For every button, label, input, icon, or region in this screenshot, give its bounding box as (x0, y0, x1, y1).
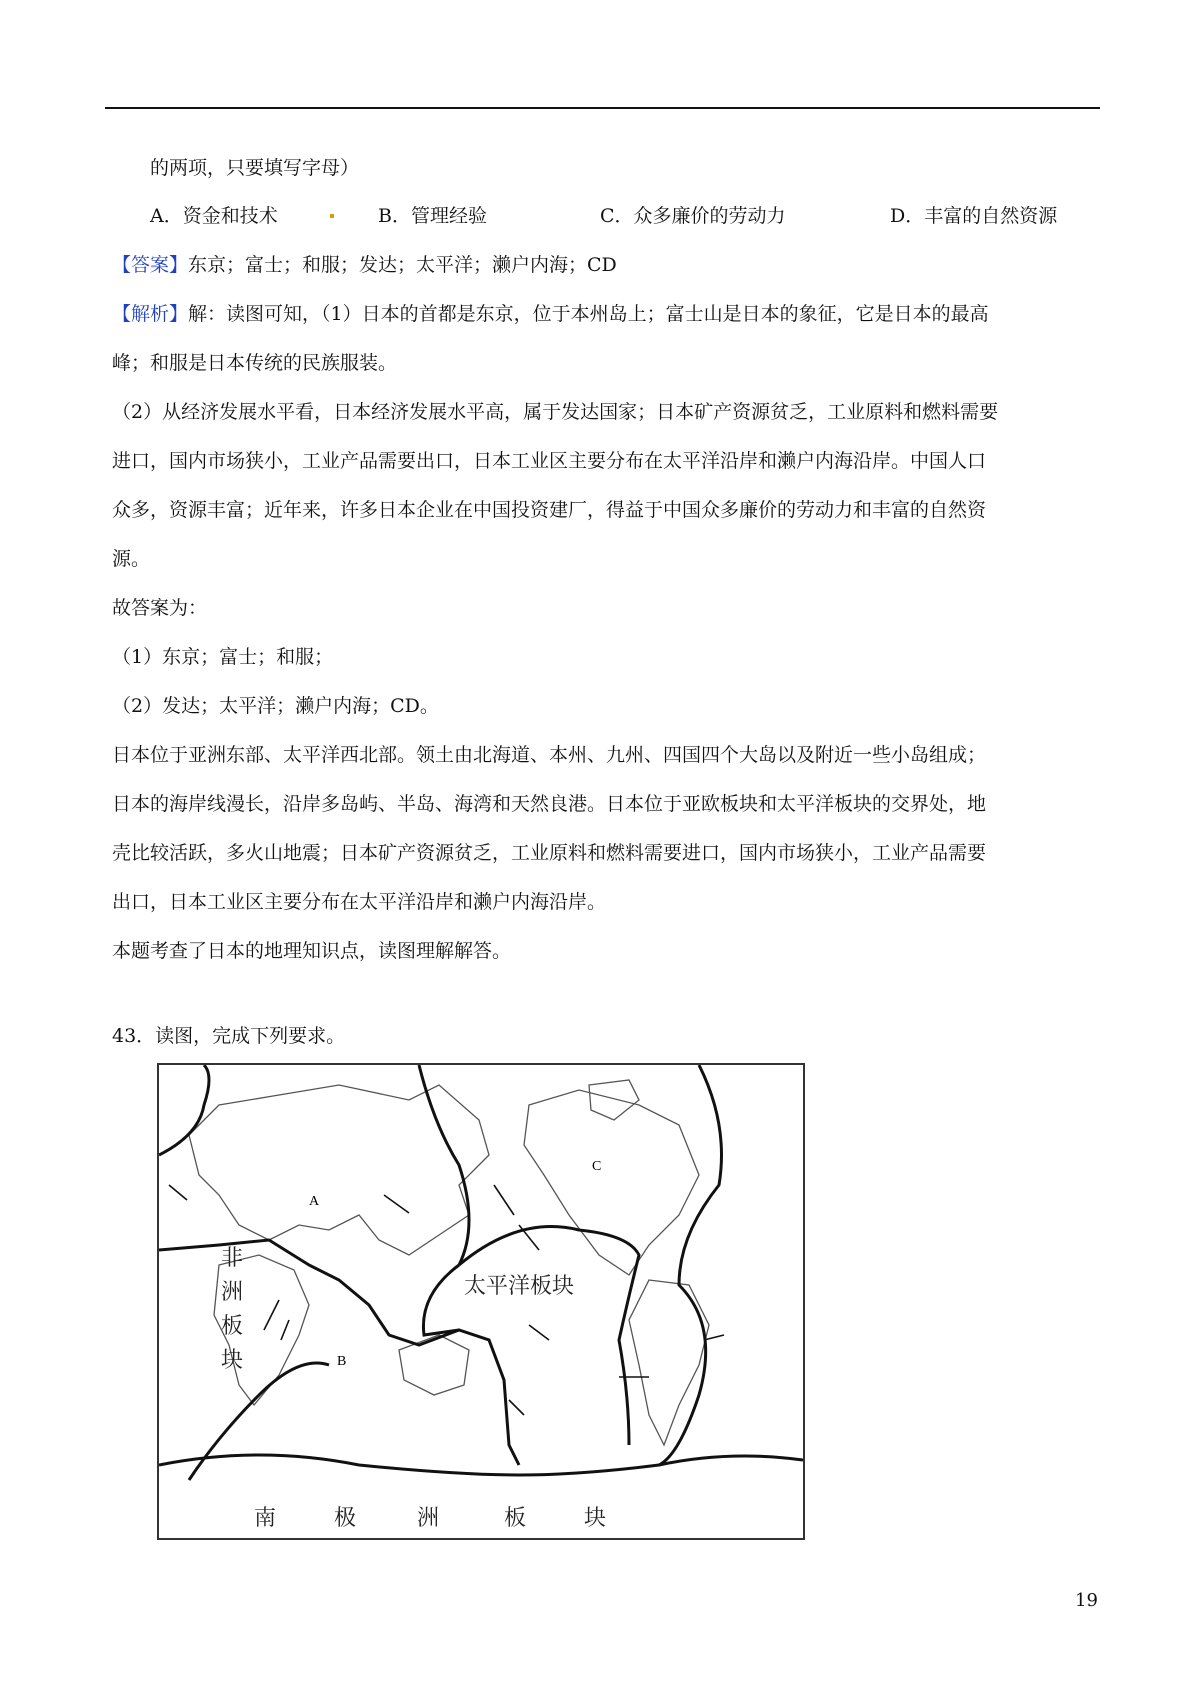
answer-line (112, 253, 617, 277)
boundary-africa-south (189, 1363, 329, 1480)
antarctic-label-2: 极 (334, 1506, 357, 1531)
paragraph-2-line-4: 源。 (112, 548, 151, 570)
africa-label-3: 板 (221, 1314, 244, 1339)
question-43: 43．读图，完成下列要求。 (112, 1025, 346, 1047)
analysis-tag: 【解析】 (112, 303, 189, 325)
paragraph-2-line-1: （2）从经济发展水平看，日本经济发展水平高，属于发达国家；日本矿产资源贫乏，工业原料和燃料需要 (112, 401, 999, 423)
plate-map (157, 1063, 805, 1540)
antarctic-label-4: 板 (504, 1506, 527, 1531)
option-d: D．丰富的自然资源 (890, 205, 1058, 227)
info-line-1: 日本位于亚洲东部、太平洋西北部。领土由北海道、本州、九州、四国四个大岛以及附近一些小岛组成； (112, 744, 987, 766)
boundary-east (659, 1065, 722, 1465)
north-america-outline (524, 1090, 699, 1275)
paragraph-2-line-2: 进口，国内市场狭小，工业产品需要出口，日本工业区主要分布在太平洋沿岸和濑户内海沿岸。中国人口 (112, 450, 987, 472)
header-rule (105, 107, 1100, 109)
paragraph-2-line-3: 众多，资源丰富；近年来，许多日本企业在中国投资建厂，得益于中国众多廉价的劳动力和丰富的自然资 (112, 499, 987, 521)
greenland-outline (589, 1080, 639, 1120)
arrow-2 (384, 1195, 409, 1213)
arrow-6 (529, 1325, 549, 1340)
arrow-9 (704, 1335, 724, 1340)
final-answer-label: 故答案为： (112, 597, 208, 619)
antarctic-label-1: 南 (254, 1506, 277, 1531)
answer-tag: 【答案】 (112, 254, 189, 276)
arrow-10 (281, 1320, 289, 1340)
pacific-label: 太平洋板块 (464, 1274, 575, 1299)
arrow-1 (169, 1185, 187, 1200)
summary-line: 本题考查了日本的地理知识点，读图理解解答。 (112, 940, 512, 962)
arrow-7 (509, 1400, 524, 1415)
africa-label-2: 洲 (221, 1280, 244, 1305)
plate-map-svg (159, 1065, 803, 1538)
africa-label-4: 块 (221, 1348, 244, 1373)
australia-outline (399, 1335, 469, 1395)
eurasia-outline (189, 1085, 489, 1255)
page-number: 19 (1075, 1590, 1098, 1611)
boundary-antarctic (159, 1455, 803, 1475)
antarctic-label-3: 洲 (417, 1506, 440, 1531)
analysis-text-1: 解：读图可知，（1）日本的首都是东京，位于本州岛上；富士山是日本的象征，它是日本的最高 (188, 303, 989, 325)
final-answer-2: （2）发达；太平洋；濑户内海；CD。 (112, 695, 439, 717)
final-answer-1: （1）东京；富士；和服； (112, 646, 334, 668)
south-america-outline (629, 1280, 709, 1445)
analysis-line-2: 峰；和服是日本传统的民族服装。 (112, 352, 398, 374)
arrow-3 (494, 1185, 514, 1215)
label-c: C (592, 1159, 602, 1174)
antarctic-label-5: 块 (584, 1506, 607, 1531)
option-b: B．管理经验 (378, 205, 487, 227)
label-b: B (337, 1354, 347, 1369)
info-line-2: 日本的海岸线漫长，沿岸多岛屿、半岛、海湾和天然良港。日本位于亚欧板块和太平洋板块的交界处，地 (112, 793, 987, 815)
arrow-5 (264, 1300, 279, 1330)
boundary-pacific-west (423, 1265, 459, 1335)
question-tail: 的两项，只要填写字母） (150, 157, 360, 179)
label-a: A (309, 1194, 320, 1209)
analysis-line-1 (112, 302, 989, 326)
info-line-3: 壳比较活跃，多火山地震；日本矿产资源贫乏，工业原料和燃料需要进口，国内市场狭小，工业产品需要 (112, 842, 987, 864)
option-c: C．众多廉价的劳动力 (600, 205, 786, 227)
info-line-4: 出口，日本工业区主要分布在太平洋沿岸和濑户内海沿岸。 (112, 891, 607, 913)
answer-text: 东京；富士；和服；发达；太平洋；濑户内海；CD (188, 254, 617, 276)
boundary-eurasia-north (419, 1065, 469, 1265)
boundary-top-left (159, 1065, 209, 1155)
option-a: A．资金和技术 (150, 205, 278, 227)
africa-label-1: 非 (221, 1246, 244, 1271)
highlight-dot (330, 214, 334, 218)
boundary-pacific (459, 1227, 639, 1445)
